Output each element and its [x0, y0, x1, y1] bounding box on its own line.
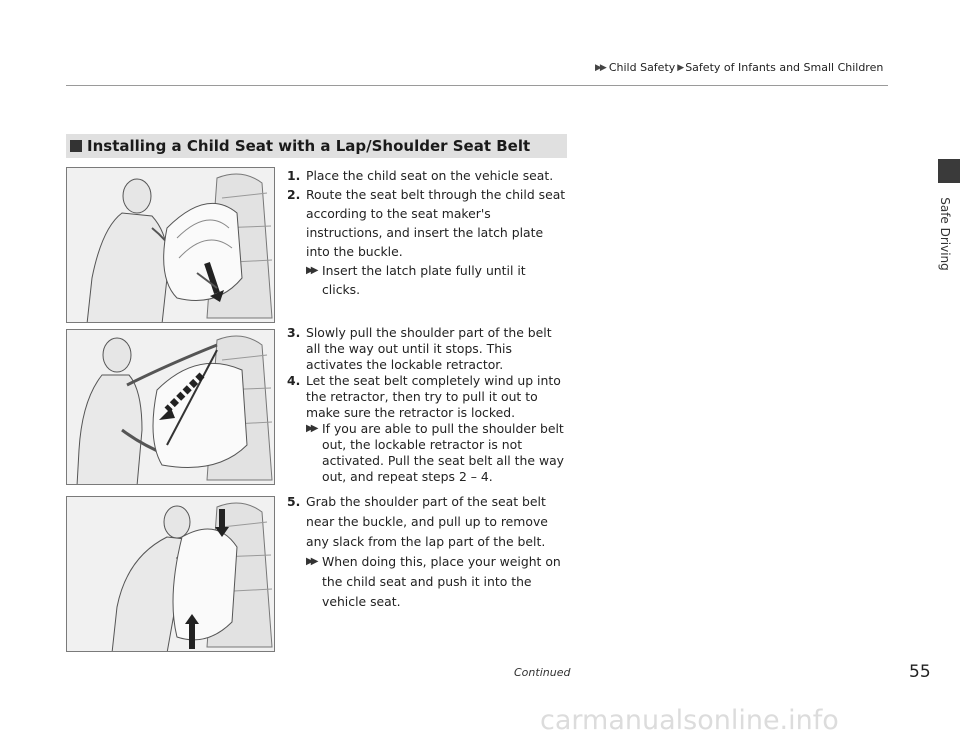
step-2 — [287, 185, 567, 261]
note-text: Insert the latch plate fully until it clicks. — [322, 263, 526, 297]
step-text: Let the seat belt completely wind up into the retractor, then try to pull it out to make sure the retractor is locked. — [306, 373, 561, 420]
header-rule — [66, 85, 888, 86]
arrow-right-icon: ▶▶ — [306, 423, 316, 434]
step-text: Place the child seat on the vehicle seat. — [306, 168, 554, 183]
step-number: 5. — [287, 494, 301, 509]
step-5-note — [306, 552, 567, 612]
steps-block-3 — [287, 492, 567, 612]
step-number: 3. — [287, 325, 301, 340]
breadcrumb-item-child-safety[interactable]: Child Safety — [608, 61, 676, 74]
page-number: 55 — [909, 662, 931, 682]
continued-label: Continued — [514, 666, 571, 679]
step-number: 4. — [287, 373, 301, 388]
step-text: Slowly pull the shoulder part of the belt all the way out until it stops. This activates the lockable retractor. — [306, 325, 552, 372]
person-pulling-belt-image — [67, 330, 275, 485]
side-tab-label: Safe Driving — [938, 197, 952, 271]
step-4 — [287, 373, 567, 421]
illustration-place-child-seat — [66, 167, 275, 323]
step-number: 1. — [287, 168, 301, 183]
illustration-remove-slack — [66, 496, 275, 652]
step-3 — [287, 325, 567, 373]
breadcrumb-item-infants[interactable]: Safety of Infants and Small Children — [685, 61, 884, 74]
square-bullet-icon — [70, 140, 82, 152]
illustration-pull-shoulder-belt — [66, 329, 275, 485]
section-heading — [66, 134, 567, 158]
watermark: carmanualsonline.info — [540, 705, 839, 736]
step-2-note — [306, 261, 567, 299]
step-1 — [287, 166, 567, 185]
note-text: If you are able to pull the shoulder belt out, the lockable retractor is not activated. Pull the seat belt all the way out, and repeat steps 2 – 4. — [322, 421, 565, 484]
step-text: Grab the shoulder part of the seat belt near the buckle, and pull up to remove any slack from the lap part of the belt. — [306, 494, 548, 549]
steps-block-2 — [287, 325, 567, 485]
note-text: When doing this, place your weight on the child seat and push it into the vehicle seat. — [322, 554, 561, 609]
step-number: 2. — [287, 187, 301, 202]
double-triangle-icon: ▶▶ — [595, 62, 605, 73]
section-tab-marker — [938, 159, 960, 183]
arrow-right-icon: ▶▶ — [306, 556, 316, 567]
arrow-right-icon: ▶▶ — [306, 265, 316, 276]
triangle-icon: ▶ — [677, 62, 683, 73]
step-text: Route the seat belt through the child seat according to the seat maker's instructions, and insert the latch plate into the buckle. — [306, 187, 566, 259]
step-5 — [287, 492, 567, 552]
section-title: Installing a Child Seat with a Lap/Shoulder Seat Belt — [87, 137, 531, 155]
steps-block-1 — [287, 166, 567, 299]
step-4-note — [306, 421, 567, 485]
person-installing-seat-image — [67, 168, 275, 323]
breadcrumb — [595, 61, 883, 74]
person-pressing-seat-image — [67, 497, 275, 652]
